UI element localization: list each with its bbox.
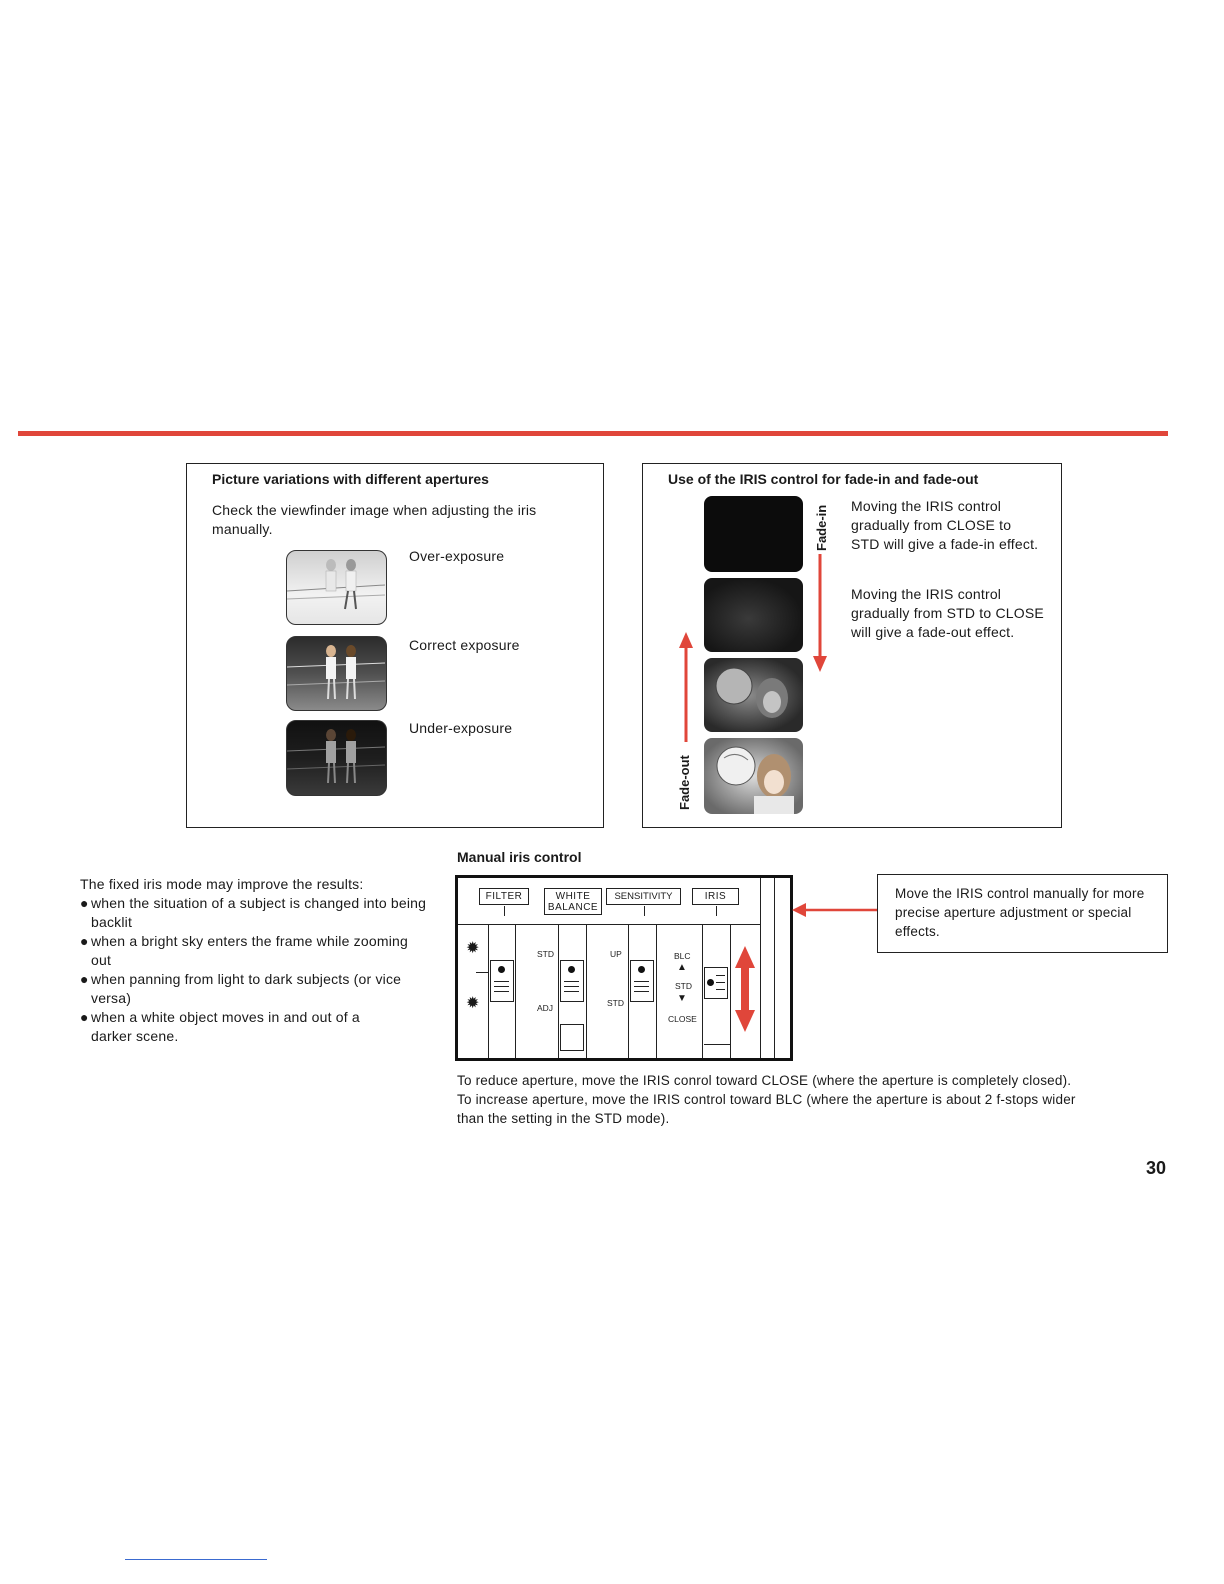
switch-grip (634, 981, 649, 982)
header-rule (18, 431, 1168, 436)
bullet-dot-icon: ● (80, 971, 89, 987)
panel-separator (458, 924, 760, 925)
wb-adj-knob[interactable] (560, 1024, 584, 1051)
fade-out-description: Moving the IRIS control gradually from STD to CLOSE will give a fade-out effect. (851, 586, 1044, 640)
switch-grip (716, 975, 725, 976)
panel-edge-line (760, 878, 761, 1058)
switch-knob-icon (707, 979, 714, 986)
iris-track-line (704, 1044, 730, 1045)
iris-std-label: STD (675, 981, 692, 991)
child-with-ball-bright-illustration (704, 738, 803, 814)
tennis-players-dark-illustration (287, 721, 385, 793)
switch-knob-icon (638, 966, 645, 973)
sensitivity-switch[interactable] (630, 960, 654, 1002)
fixed-iris-notes (80, 875, 430, 1046)
sens-up-label: UP (610, 949, 622, 959)
iris-description (457, 1071, 1177, 1128)
sensitivity-label: SENSITIVITY (606, 888, 681, 905)
column-divider (515, 924, 516, 1058)
fade-frame-bright (704, 738, 803, 814)
switch-grip (716, 989, 725, 990)
correct-exposure-caption: Correct exposure (409, 637, 520, 653)
fade-in-label: Fade-in (814, 504, 829, 551)
switch-knob-icon (498, 966, 505, 973)
under-exposure-caption: Under-exposure (409, 720, 513, 736)
fade-frame-dim (704, 578, 803, 652)
fade-frame-medium (704, 658, 803, 732)
switch-grip (634, 991, 649, 992)
up-triangle-icon: ▲ (677, 962, 687, 973)
tennis-players-normal-illustration (287, 637, 385, 709)
white-balance-line-2: BALANCE (547, 902, 599, 913)
white-balance-switch[interactable] (560, 960, 584, 1002)
callout-arrow-icon (792, 902, 880, 918)
bright-sun-icon: ✹ (466, 940, 480, 957)
bullet-item (80, 932, 430, 970)
label-tick (644, 906, 645, 916)
iris-double-arrow-icon (735, 946, 755, 1032)
bullet-item (80, 894, 430, 932)
column-divider (730, 924, 731, 1058)
page-number: 30 (1146, 1158, 1167, 1178)
fade-in-arrow-icon (811, 554, 829, 674)
bullet-item (80, 970, 430, 1008)
fade-control-box (642, 463, 1062, 828)
column-divider (702, 924, 703, 1058)
fade-in-description: Moving the IRIS control gradually from CLOSE to STD will give a fade-in effect. (851, 498, 1039, 552)
bullet-text: when a white object moves in and out of a darker scene. (91, 1009, 360, 1044)
iris-label: IRIS (692, 888, 739, 905)
aperture-box-intro: Check the viewfinder image when adjusting the iris manually. (212, 502, 537, 537)
footer-line (125, 1559, 267, 1560)
white-balance-label (544, 888, 602, 915)
column-divider (628, 924, 629, 1058)
bullet-text: when panning from light to dark subjects (or vice versa) (91, 971, 402, 1006)
wb-std-label: STD (537, 949, 554, 959)
under-exposure-image (286, 720, 387, 796)
panel-edge-line (774, 878, 775, 1058)
column-divider (488, 924, 489, 1058)
column-divider (656, 924, 657, 1058)
filter-connector (476, 972, 488, 973)
over-exposure-image (286, 550, 387, 625)
switch-grip (564, 986, 579, 987)
switch-grip (634, 986, 649, 987)
bullet-dot-icon: ● (80, 933, 89, 949)
label-tick (716, 906, 717, 916)
description-line: To increase aperture, move the IRIS control toward BLC (where the aperture is about 2 f-stops wider (457, 1092, 1076, 1107)
fade-out-arrow-icon (677, 632, 695, 742)
fade-frame-black (704, 496, 803, 572)
bullet-item (80, 1008, 381, 1046)
fixed-iris-intro: The fixed iris mode may improve the results: (80, 876, 364, 892)
switch-grip (564, 991, 579, 992)
switch-grip (494, 991, 509, 992)
wb-adj-label: ADJ (537, 1003, 554, 1013)
switch-knob-icon (568, 966, 575, 973)
correct-exposure-image (286, 636, 387, 711)
column-divider (586, 924, 587, 1058)
column-divider (558, 924, 559, 1058)
description-line: than the setting in the STD mode). (457, 1111, 670, 1126)
filter-label: FILTER (479, 888, 529, 905)
child-with-ball-medium-illustration (704, 658, 803, 732)
aperture-box-title: Picture variations with different apertures (212, 471, 489, 487)
iris-blc-label: BLC (674, 951, 691, 961)
control-panel-diagram (455, 875, 793, 1061)
switch-grip (716, 982, 725, 983)
switch-grip (494, 981, 509, 982)
iris-close-label: CLOSE (668, 1014, 697, 1024)
sens-std-label: STD (607, 998, 624, 1008)
label-tick (504, 906, 505, 916)
iris-control-slider[interactable] (704, 967, 728, 999)
iris-callout-text: Move the IRIS control manually for more precise aperture adjustment or special effects. (895, 886, 1145, 939)
aperture-variations-box (186, 463, 604, 828)
dim-sun-icon: ✹ (466, 995, 480, 1012)
filter-switch[interactable] (490, 960, 514, 1002)
description-line: To reduce aperture, move the IRIS conrol toward CLOSE (where the aperture is completely closed). (457, 1073, 1072, 1088)
white-balance-line-1: WHITE (555, 891, 591, 902)
switch-grip (494, 986, 509, 987)
fade-box-title: Use of the IRIS control for fade-in and fade-out (668, 471, 979, 487)
iris-callout-box (877, 874, 1168, 953)
bullet-text: when the situation of a subject is changed into being backlit (91, 895, 427, 930)
switch-grip (564, 981, 579, 982)
fade-out-label: Fade-out (677, 755, 692, 810)
bullet-dot-icon: ● (80, 895, 89, 911)
over-exposure-caption: Over-exposure (409, 548, 505, 564)
tennis-players-bright-illustration (287, 551, 385, 623)
bullet-dot-icon: ● (80, 1009, 89, 1025)
manual-iris-title: Manual iris control (457, 849, 582, 865)
bullet-text: when a bright sky enters the frame while zooming out (91, 933, 408, 968)
down-triangle-icon: ▼ (677, 993, 687, 1004)
